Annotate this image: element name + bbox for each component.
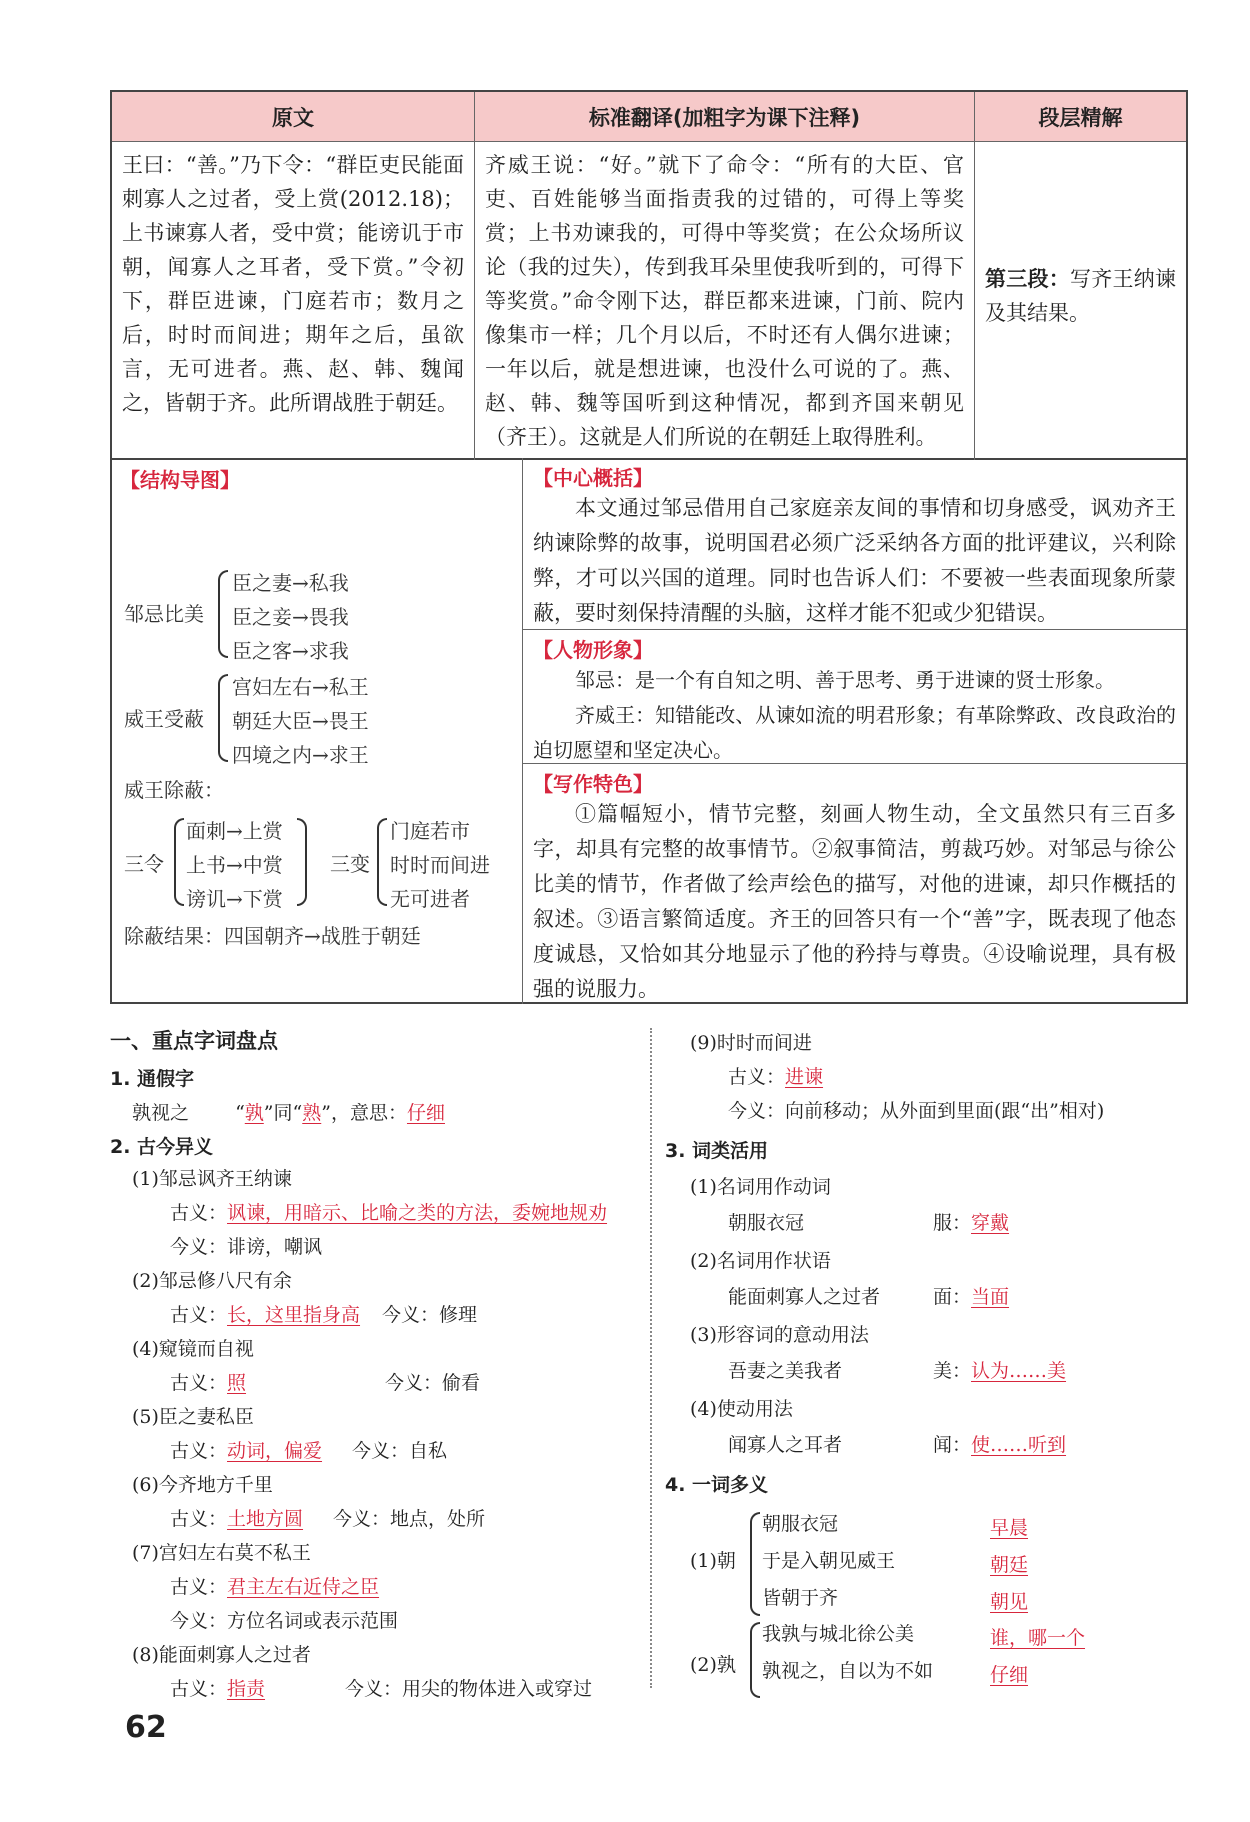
poly2-label: (2)孰 (690, 1654, 736, 1676)
jin-text: 修理 (439, 1304, 478, 1326)
gu-label: 古义： (170, 1440, 228, 1462)
brace-group2 (218, 674, 228, 762)
s3-answer: 认为……美 (971, 1360, 1067, 1382)
gujin-gu9 (728, 1062, 823, 1089)
group1-label: 邹忌比美 (124, 602, 204, 626)
result-line: 除蔽结果：四国朝齐→战胜于朝廷 (124, 924, 421, 948)
s3-word: 美： (933, 1360, 972, 1382)
poly1-list (762, 1506, 895, 1617)
s1-heading: 1. 通假字 (110, 1068, 195, 1090)
gujin-gu8 (170, 1674, 265, 1701)
three-changes-label: 三变 (330, 852, 370, 876)
jin-text: 方位名词或表示范围 (227, 1610, 399, 1632)
gujin-jin7 (170, 1606, 398, 1633)
gu-answer: 君主左右近侍之臣 (227, 1576, 380, 1598)
jin-label: 今义： (728, 1100, 786, 1122)
s3-q1: 朝服衣冠 (728, 1212, 805, 1234)
jin-label: 今义： (333, 1508, 391, 1530)
s3-a2 (933, 1282, 1009, 1309)
list-item: 四境之内→求王 (232, 743, 369, 767)
s1-ans3: 仔细 (406, 1102, 445, 1124)
header-original: 原文 (112, 92, 475, 142)
s1-row (132, 1098, 445, 1125)
gujin-q8: (8)能面刺寡人之过者 (132, 1644, 311, 1666)
gujin-jin8 (345, 1674, 592, 1701)
gujin-q1: (1)邹忌讽齐王纳谏 (132, 1168, 292, 1190)
gujin-jin1 (170, 1232, 322, 1259)
list-item: 皆朝于齐 (762, 1587, 839, 1609)
analysis-label: 第三段： (985, 267, 1070, 291)
s1-ans2: 熟 (302, 1102, 322, 1124)
jin-label: 今义： (170, 1236, 228, 1258)
jin-label: 今义： (170, 1610, 228, 1632)
jin-text: 自私 (409, 1440, 448, 1462)
gu-answer: 长，这里指身高 (227, 1304, 361, 1326)
s1-mid: ”同“ (263, 1102, 303, 1124)
translation-table (110, 90, 1188, 460)
header-translation: 标准翻译(加粗字为课下注释) (475, 92, 975, 142)
poly-answer: 仔细 (990, 1664, 1029, 1686)
group2-list (232, 670, 369, 772)
writing-text: ①篇幅短小，情节完整，刻画人物生动，全文虽然只有三百多字，却具有完整的故事情节。②叙事简洁，剪裁巧妙。对邹忌与徐公比美的情节，作者做了绘声绘色的描写，对他的进谏，却只作概括的叙述。③语言繁简适度。齐王的回答只有一个“善”字，既表现了他态度诚恳，又恰如其分地显示了他的矜持与尊贵。④设喻说理，具有极强的说服力。 (533, 802, 1176, 1001)
list-item: 面刺→上赏 (186, 819, 283, 843)
poly-answer: 朝廷 (990, 1554, 1029, 1576)
translation-text: 齐威王说：“好。”就下了命令：“所有的大臣、官吏、百姓能够当面指责我的过错的，可得上等奖赏；上书劝谏我的，可得中等奖赏；在公众场所议论（我的过失），传到我耳朵里使我听到的，可得下等奖赏。”命令刚下达，群臣都来进谏，门前、院内像集市一样；几个月以后，不时还有人偶尔进谏；一年以后，就是想进谏，也没什么可说的了。燕、赵、韩、魏等国听到这种情况，都到齐国来朝见（齐王）。这就是人们所说的在朝廷上取得胜利。 (475, 142, 975, 460)
list-item: 谤讥→下赏 (186, 887, 283, 911)
gu-label: 古义： (728, 1066, 786, 1088)
s1-q1: “ (235, 1102, 245, 1124)
s3-answer: 当面 (971, 1286, 1010, 1308)
s3-type1: (1)名词用作动词 (690, 1176, 831, 1198)
list-item: 孰视之，自以为不如 (762, 1660, 934, 1682)
poly2-list (762, 1616, 933, 1690)
header-analysis: 段层精解 (975, 92, 1186, 142)
s3-type4: (4)使动用法 (690, 1398, 793, 1420)
brace-group1 (218, 570, 228, 658)
group1-list (232, 566, 349, 668)
gujin-gu6 (170, 1504, 485, 1531)
brace-changes (377, 818, 387, 906)
poly1-label: (1)朝 (690, 1550, 736, 1572)
jin-label: 今义： (382, 1304, 440, 1326)
page-number: 62 (125, 1710, 167, 1745)
brace-orders-right (297, 818, 307, 906)
gujin-q6: (6)今齐地方千里 (132, 1474, 273, 1496)
gu-answer: 动词，偏爱 (227, 1440, 323, 1462)
s3-q2: 能面刺寡人之过者 (728, 1286, 881, 1308)
gujin-gu4 (170, 1368, 246, 1395)
poly2-answers (990, 1620, 1085, 1694)
s3-word: 服： (933, 1212, 972, 1234)
three-changes-list (390, 814, 490, 916)
s3-type3: (3)形容词的意动用法 (690, 1324, 869, 1346)
brace-poly1 (750, 1512, 760, 1616)
s3-type2: (2)名词用作状语 (690, 1250, 831, 1272)
jin-text: 诽谤，嘲讽 (227, 1236, 323, 1258)
character-box (523, 630, 1186, 764)
gu-answer: 照 (227, 1372, 247, 1394)
group3-label: 威王除蔽： (124, 778, 224, 802)
s1-item: 孰视之 (132, 1102, 190, 1124)
s3-a1 (933, 1208, 1009, 1235)
gujin-gu1 (170, 1198, 607, 1225)
list-item: 臣之妾→畏我 (232, 605, 349, 629)
jin-text: 用尖的物体进入或穿过 (402, 1678, 593, 1700)
three-orders-list (186, 814, 283, 916)
gu-label: 古义： (170, 1678, 228, 1700)
s3-answer: 穿戴 (971, 1212, 1010, 1234)
poly-answer: 朝见 (990, 1591, 1029, 1613)
jin-label: 今义： (345, 1678, 403, 1700)
brace-poly2 (750, 1622, 760, 1698)
analysis-cell (975, 142, 1186, 460)
gu-answer: 进谏 (785, 1066, 824, 1088)
gu-label: 古义： (170, 1202, 228, 1224)
gujin-q4: (4)窥镜而自视 (132, 1338, 254, 1360)
list-item: 于是入朝见威王 (762, 1550, 896, 1572)
list-item: 无可进者 (390, 887, 470, 911)
gu-answer: 土地方圆 (227, 1508, 304, 1530)
gujin-jin4 (385, 1368, 480, 1395)
s3-word: 面： (933, 1286, 972, 1308)
s1-tail: ”，意思： (321, 1102, 407, 1124)
list-item: 时时而间进 (390, 853, 490, 877)
section-title: 一、重点字词盘点 (110, 1029, 278, 1053)
center-tag: 【中心概括】 (533, 466, 653, 490)
character-tag: 【人物形象】 (533, 638, 653, 662)
jin-text: 地点，处所 (390, 1508, 486, 1530)
gujin-q2: (2)邹忌修八尺有余 (132, 1270, 292, 1292)
writing-box (523, 764, 1186, 1002)
summary-table (110, 458, 1188, 1004)
s2-heading: 2. 古今异义 (110, 1136, 214, 1158)
poly-answer: 谁，哪一个 (990, 1627, 1086, 1649)
list-item: 门庭若市 (390, 819, 470, 843)
center-box (523, 458, 1186, 630)
s3-q4: 闻寡人之耳者 (728, 1434, 843, 1456)
column-divider-dotted (650, 1028, 652, 1688)
s3-heading: 3. 词类活用 (665, 1140, 769, 1162)
list-item: 朝廷大臣→畏王 (232, 709, 369, 733)
three-orders-label: 三令 (124, 852, 164, 876)
gujin-gu2 (170, 1300, 477, 1327)
gujin-q5: (5)臣之妻私臣 (132, 1406, 254, 1428)
gu-label: 古义： (170, 1508, 228, 1530)
gujin-gu7 (170, 1572, 379, 1599)
group2-label: 威王受蔽 (124, 707, 204, 731)
analysis-text: 写齐王纳谏及其结果。 (985, 267, 1176, 325)
gu-answer: 指责 (227, 1678, 266, 1700)
list-item: 臣之妻→私我 (232, 571, 349, 595)
jin-label: 今义： (352, 1440, 410, 1462)
jin-text: 偷看 (442, 1372, 481, 1394)
s4-heading: 4. 一词多义 (665, 1474, 769, 1496)
list-item: 我孰与城北徐公美 (762, 1623, 915, 1645)
gujin-jin9 (728, 1096, 1104, 1123)
gujin-q9: (9)时时而间进 (690, 1032, 812, 1054)
poly-answer: 早晨 (990, 1517, 1029, 1539)
gujin-q7: (7)宫妇左右莫不私王 (132, 1542, 311, 1564)
s3-a4 (933, 1430, 1066, 1457)
gu-label: 古义： (170, 1304, 228, 1326)
gu-label: 古义： (170, 1576, 228, 1598)
gu-label: 古义： (170, 1372, 228, 1394)
writing-tag: 【写作特色】 (533, 772, 653, 796)
jin-text: 向前移动；从外面到里面(跟“出”相对) (785, 1100, 1105, 1122)
s3-q3: 吾妻之美我者 (728, 1360, 843, 1382)
gujin-gu5 (170, 1436, 447, 1463)
center-text: 本文通过邹忌借用自己家庭亲友间的事情和切身感受，讽劝齐王纳谏除弊的故事，说明国君必须广泛采纳各方面的批评建议，兴利除弊，才可以兴国的道理。同时也告诉人们：不要被一些表面现象所蒙蔽，要时刻保持清醒的头脑，这样才能不犯或少犯错误。 (533, 496, 1176, 625)
s3-answer: 使……听到 (971, 1434, 1067, 1456)
character-king: 齐威王：知错能改、从谏如流的明君形象；有革除弊政、改良政治的迫切愿望和坚定决心。 (533, 703, 1176, 762)
original-text: 王曰：“善。”乃下令：“群臣吏民能面刺寡人之过者，受上赏(2012.18)；上书谏寡人者，受中赏；能谤讥于市朝，闻寡人之耳者，受下赏。”令初下，群臣进谏，门庭若市；数月之后，时时而间进；期年之后，虽欲言，无可进者。燕、赵、韩、魏闻之，皆朝于齐。此所谓战胜于朝廷。 (112, 142, 475, 460)
s3-word: 闻： (933, 1434, 972, 1456)
list-item: 宫妇左右→私王 (232, 675, 369, 699)
poly1-answers (990, 1510, 1028, 1621)
s3-a3 (933, 1356, 1066, 1383)
list-item: 上书→中赏 (186, 853, 283, 877)
s1-ans1: 孰 (244, 1102, 264, 1124)
gu-answer: 讽谏，用暗示、比喻之类的方法，委婉地规劝 (227, 1202, 608, 1224)
list-item: 臣之客→求我 (232, 639, 349, 663)
jin-label: 今义： (385, 1372, 443, 1394)
structure-tag: 【结构导图】 (120, 468, 240, 492)
brace-orders (174, 818, 184, 906)
character-zouji: 邹忌：是一个有自知之明、善于思考、勇于进谏的贤士形象。 (575, 668, 1115, 692)
list-item: 朝服衣冠 (762, 1513, 839, 1535)
